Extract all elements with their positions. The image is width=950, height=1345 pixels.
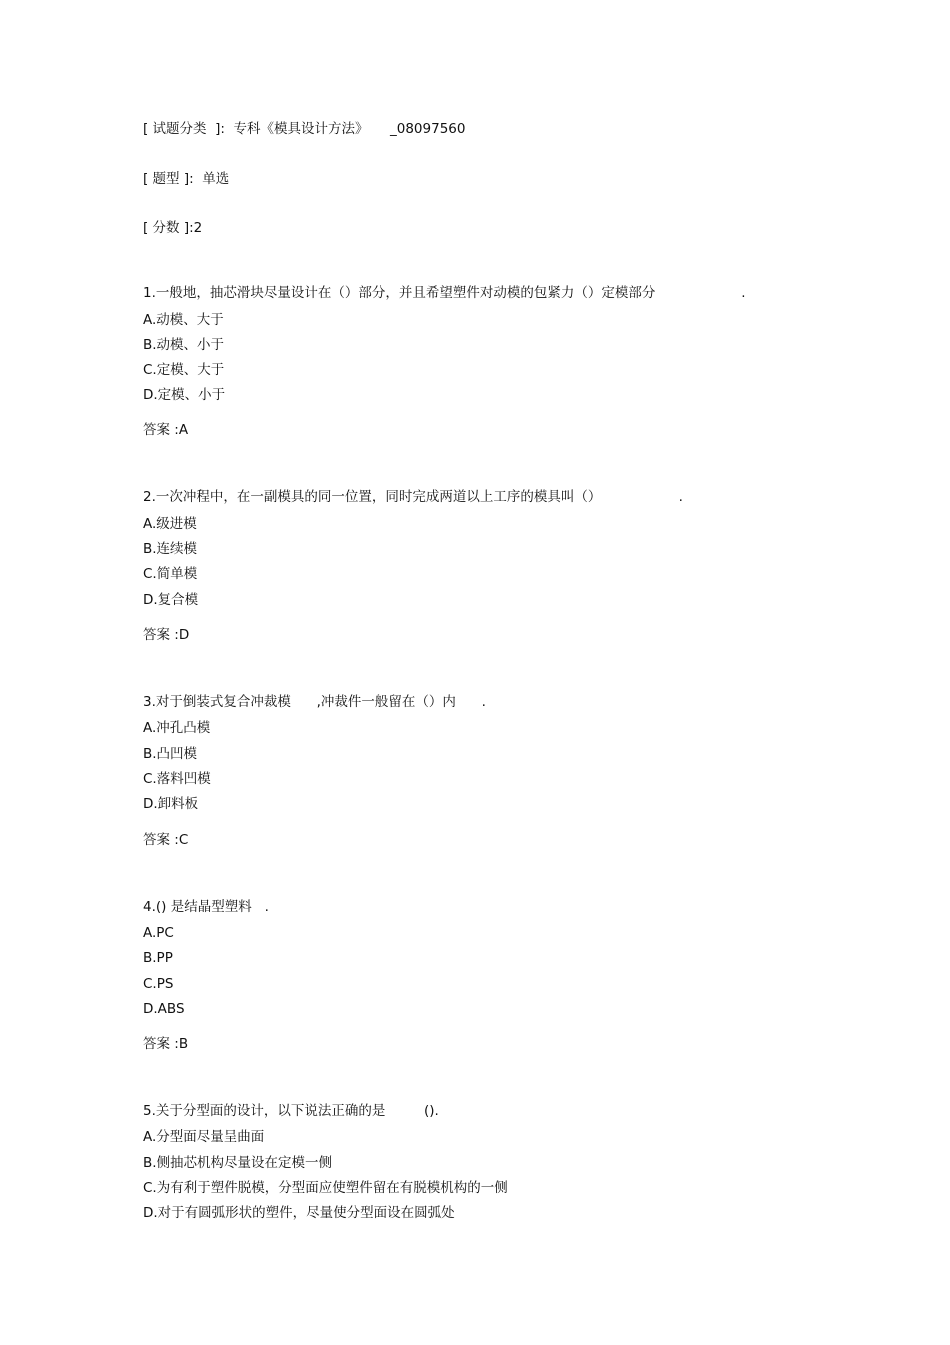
question-1-option-b: B.动模、小于 xyxy=(143,337,225,353)
score-line: [ 分数 ]:2 xyxy=(143,220,203,236)
question-2-stem: 2.一次冲程中，在一副模具的同一位置，同时完成两道以上工序的模具叫（） . xyxy=(143,489,683,505)
question-4-answer: 答案 :B xyxy=(143,1036,189,1052)
question-3-option-b: B.凸凹模 xyxy=(143,746,198,762)
question-3-option-c: C.落料凹模 xyxy=(143,771,211,787)
question-4-stem: 4.() 是结晶型塑料 . xyxy=(143,899,269,915)
question-5-stem: 5.关于分型面的设计，以下说法正确的是 (). xyxy=(143,1103,439,1119)
question-2-option-a: A.级进模 xyxy=(143,516,197,532)
question-3-option-a: A.冲孔凸模 xyxy=(143,720,211,736)
question-4-option-b: B.PP xyxy=(143,950,173,966)
question-2-option-d: D.复合模 xyxy=(143,592,199,608)
question-1-stem: 1.一般地，抽芯滑块尽量设计在（）部分，并且希望塑件对动模的包紧力（）定模部分 . xyxy=(143,285,746,301)
question-5-option-c: C.为有利于塑件脱模，分型面应使塑件留在有脱模机构的一侧 xyxy=(143,1180,508,1196)
question-3-option-d: D.卸料板 xyxy=(143,796,199,812)
question-5-option-b: B.侧抽芯机构尽量设在定模一侧 xyxy=(143,1155,333,1171)
question-3-answer: 答案 :C xyxy=(143,832,189,848)
question-5-option-a: A.分型面尽量呈曲面 xyxy=(143,1129,265,1145)
question-4-option-d: D.ABS xyxy=(143,1001,185,1017)
question-1-answer: 答案 :A xyxy=(143,422,189,438)
question-1-option-d: D.定模、小于 xyxy=(143,387,226,403)
question-1-option-a: A.动模、大于 xyxy=(143,312,224,328)
question-2-answer: 答案 :D xyxy=(143,627,190,643)
category-line: [ 试题分类 ]: 专科《模具设计方法》 _08097560 xyxy=(143,121,466,137)
question-type-line: [ 题型 ]: 单选 xyxy=(143,171,230,187)
question-2-option-b: B.连续模 xyxy=(143,541,198,557)
question-5-option-d: D.对于有圆弧形状的塑件，尽量使分型面设在圆弧处 xyxy=(143,1205,455,1221)
question-1-option-c: C.定模、大于 xyxy=(143,362,225,378)
question-4-option-a: A.PC xyxy=(143,925,174,941)
question-2-option-c: C.简单模 xyxy=(143,566,198,582)
question-3-stem: 3.对于倒装式复合冲裁模 ,冲裁件一般留在（）内 . xyxy=(143,694,486,710)
question-4-option-c: C.PS xyxy=(143,976,174,992)
